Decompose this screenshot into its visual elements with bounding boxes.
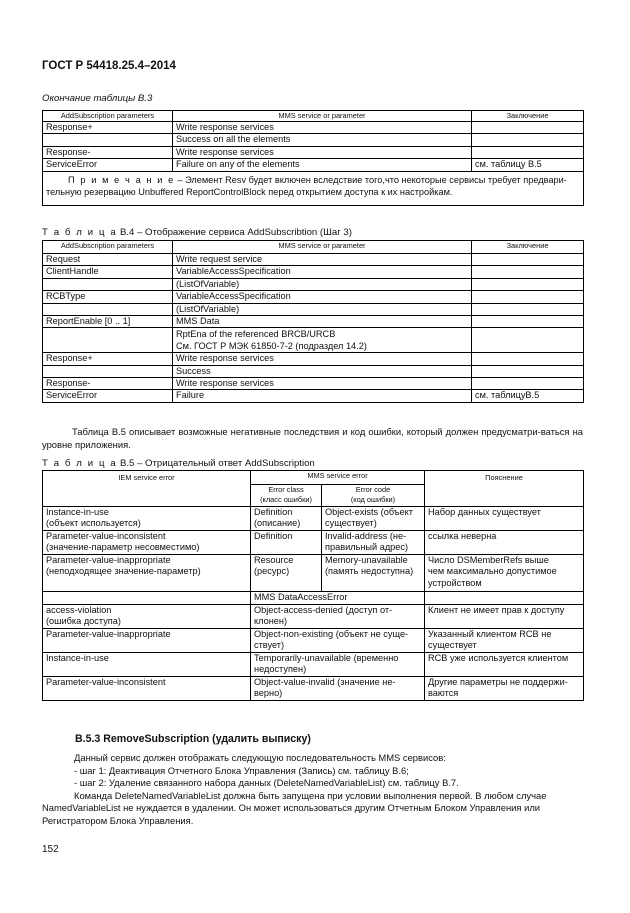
table-cell <box>425 629 584 653</box>
cell-line: (ресурс) <box>254 566 290 577</box>
header-line: Error class <box>268 485 304 494</box>
table-cell <box>425 592 584 605</box>
header-line: (код ошибки) <box>350 495 396 504</box>
cell-line: (память недоступна) <box>325 566 414 577</box>
table-cell <box>43 677 251 701</box>
table-cell <box>425 677 584 701</box>
cell-line: Resource <box>254 555 294 565</box>
cell-line: Клиент не имеет прав к доступу <box>428 605 565 615</box>
table-cell <box>472 303 584 315</box>
table-cell: Write response services <box>173 122 472 134</box>
table-cell: Response+ <box>43 353 173 365</box>
table-row <box>43 629 584 653</box>
cell-line: Invalid-address (не- <box>325 531 407 541</box>
cell-line: Definition <box>254 507 293 517</box>
table-row <box>43 316 584 328</box>
table-cell <box>43 303 173 315</box>
table-cell <box>251 629 425 653</box>
table-cell: VariableAccessSpecification <box>173 266 472 278</box>
table-cell <box>43 328 173 353</box>
table-header-cell: MMS service or parameter <box>173 111 472 122</box>
table-header-cell: IEM service error <box>43 471 251 507</box>
table-cell <box>425 507 584 531</box>
cell-line: ссылка неверна <box>428 531 497 541</box>
table-cell <box>425 605 584 629</box>
body-line: NamedVariableList не нуждается в удалении. Он может использоваться другим Отчетным Блоком Управления или <box>42 802 541 814</box>
cell-line: Parameter-value-inappropriate <box>46 629 171 639</box>
table-cell: Response+ <box>43 122 173 134</box>
table-cell <box>472 328 584 353</box>
caption-prefix: Т а б л и ц а <box>42 458 118 469</box>
table-cell <box>472 365 584 377</box>
table-cell: Failure <box>173 390 472 402</box>
table-cell: Success <box>173 365 472 377</box>
table-cell: Request <box>43 254 173 266</box>
table-cell <box>472 146 584 158</box>
table-row <box>43 254 584 266</box>
table-cell: Success on all the elements <box>173 134 472 146</box>
table-cell <box>425 653 584 677</box>
table-cell <box>43 629 251 653</box>
table-cell <box>251 653 425 677</box>
cell-line: существует <box>428 640 477 651</box>
table-cell <box>43 365 173 377</box>
table-cell <box>322 555 425 592</box>
table-cell <box>43 507 251 531</box>
note-label: П р и м е ч а н и е <box>68 174 175 185</box>
cell-line: RCB уже используется клиентом <box>428 653 569 663</box>
paragraph-table-b5-intro: Таблица B.5 описывает возможные негативные последствия и код ошибки, который должен предусматри-ваться на уровне приложения. <box>42 426 583 450</box>
cell-line: Число DSMemberRefs выше <box>428 555 549 565</box>
cell-line: недоступен) <box>254 664 307 675</box>
table-cell: MMS Data <box>173 316 472 328</box>
table-row <box>43 122 584 134</box>
table-cell: MMS DataAccessError <box>251 592 425 605</box>
table-b4 <box>42 240 584 403</box>
cell-line: Object-access-denied (доступ от- <box>254 605 393 615</box>
table-cell: ServiceError <box>43 159 173 171</box>
table-cell <box>472 316 584 328</box>
table-cell: VariableAccessSpecification <box>173 291 472 303</box>
caption-prefix: Т а б л и ц а <box>42 227 118 238</box>
cell-line: (значение-параметр несовместимо) <box>46 542 200 553</box>
cell-line: Другие параметры не поддержи- <box>428 677 568 687</box>
page-number: 152 <box>42 844 59 855</box>
table-cell: ClientHandle <box>43 266 173 278</box>
table-row <box>43 507 584 531</box>
table-header-cell <box>251 485 322 507</box>
document-header: ГОСТ Р 54418.25.4–2014 <box>42 60 176 72</box>
table-cell <box>43 278 173 290</box>
table-row <box>43 134 584 146</box>
table-row <box>43 653 584 677</box>
table-header-cell: Заключение <box>472 111 584 122</box>
table-row <box>43 303 584 315</box>
table-b5 <box>42 470 584 701</box>
cell-line: чем максимально допустимое <box>428 566 557 577</box>
table-cell: Write response services <box>173 146 472 158</box>
cell-line: Parameter-value-inappropriate <box>46 555 171 565</box>
table-header-cell: MMS service error <box>251 471 425 485</box>
cell-line: Instance-in-use <box>46 507 109 517</box>
table-cell: (ListOfVariable) <box>173 303 472 315</box>
cell-line: существует) <box>325 518 377 529</box>
table-cell: см. таблицуB.5 <box>472 390 584 402</box>
table-cell: ServiceError <box>43 390 173 402</box>
cell-line: Object-exists (объект <box>325 507 413 517</box>
table-cell: RCBType <box>43 291 173 303</box>
table-cell <box>472 378 584 390</box>
cell-line: Object-value-invalid (значение не- <box>254 677 396 687</box>
table-cell: Write response services <box>173 378 472 390</box>
cell-line: (ошибка доступа) <box>46 616 121 627</box>
cell-line: устройством <box>428 577 482 588</box>
cell-line: ствует) <box>254 640 285 651</box>
cell-line: ваются <box>428 688 459 699</box>
cell-line: Definition <box>254 531 293 541</box>
table-b4-caption <box>42 227 352 238</box>
table-cell: Failure on any of the elements <box>173 159 472 171</box>
table-cell <box>472 266 584 278</box>
table-cell <box>43 605 251 629</box>
table-cell <box>472 122 584 134</box>
table-cell <box>251 555 322 592</box>
body-line: Данный сервис должен отображать следующую последовательность MMS сервисов: <box>74 752 446 763</box>
note-text: – Элемент Resv будет включен вследствие того,что некоторые сервисы требует предвари-тельную резервацию Unbuffered ReportControlBlock перед открытием доступа к их настройкам. <box>46 174 567 197</box>
table-cell <box>425 531 584 555</box>
table-cell <box>472 278 584 290</box>
body-line: - шаг 1: Деактивация Отчетного Блока Управления (Запись) см. таблицу B.6; <box>74 764 409 776</box>
table-cell <box>173 328 472 353</box>
table-cell: ReportEnable [0 .. 1] <box>43 316 173 328</box>
table-cell <box>425 555 584 592</box>
body-line: Регистратором Блока Управления. <box>42 814 194 826</box>
cell-line: (описание) <box>254 518 301 529</box>
table-header-cell: Заключение <box>472 241 584 254</box>
caption-text: B.4 – Отображение сервиса AddSubscribtion (Шаг 3) <box>117 227 352 238</box>
cell-line: См. ГОСТ Р МЭК 61850-7-2 (подраздел 14.2) <box>176 340 367 351</box>
cell-line: Object-non-existing (объект не суще- <box>254 629 409 639</box>
cell-line: RptEna of the referenced BRCB/URCB <box>176 329 336 340</box>
table-cell <box>43 555 251 592</box>
table-cell <box>472 353 584 365</box>
table-row <box>43 378 584 390</box>
table-cell: Response- <box>43 378 173 390</box>
header-line: (класс ошибки) <box>260 495 312 504</box>
table-row <box>43 266 584 278</box>
table-note <box>43 171 584 205</box>
cell-line: Указанный клиентом RCB не <box>428 629 552 639</box>
table-cell <box>472 134 584 146</box>
table-b3 <box>42 110 584 206</box>
cell-line: правильный адрес) <box>325 542 409 553</box>
table-row <box>43 159 584 171</box>
table-cell <box>251 605 425 629</box>
table-header-cell: AddSubscription parameters <box>43 111 173 122</box>
cell-line: клонен) <box>254 616 288 627</box>
table-row <box>43 146 584 158</box>
table-row <box>43 353 584 365</box>
table-row <box>43 278 584 290</box>
table-row <box>43 328 584 353</box>
table-cell <box>322 531 425 555</box>
cell-line: access-violation <box>46 605 112 615</box>
cell-line: Parameter-value-inconsistent <box>46 531 166 541</box>
table-b3-caption: Окончание таблицы B.3 <box>42 93 153 104</box>
table-cell: Response- <box>43 146 173 158</box>
cell-line: Temporarily-unavailable (временно <box>254 653 399 663</box>
body-line: Команда DeleteNamedVariableList должна быть запущена при условии выполнения первой. В любом случае <box>74 789 547 801</box>
section-body <box>42 752 587 828</box>
table-row <box>43 291 584 303</box>
table-cell <box>472 291 584 303</box>
table-cell <box>472 254 584 266</box>
body-line: - шаг 2: Удаление связанного набора данных (DeleteNamedVariableList) см. таблицу B.7. <box>74 777 459 789</box>
table-cell <box>43 592 251 605</box>
table-cell: Write response services <box>173 353 472 365</box>
table-cell <box>43 134 173 146</box>
table-header-cell <box>322 485 425 507</box>
table-b5-caption <box>42 458 315 469</box>
section-heading: B.5.3 RemoveSubscription (удалить выписку) <box>75 733 311 745</box>
table-row <box>43 605 584 629</box>
table-row <box>43 677 584 701</box>
table-header-cell: Пояснение <box>425 471 584 507</box>
table-cell <box>43 531 251 555</box>
table-cell <box>251 507 322 531</box>
table-header-cell: MMS service or parameter <box>173 241 472 254</box>
cell-line: (объект используется) <box>46 518 141 529</box>
table-row <box>43 531 584 555</box>
table-cell <box>322 507 425 531</box>
table-row <box>43 555 584 592</box>
table-cell <box>43 653 251 677</box>
caption-text: B.5 – Отрицательный ответ AddSubscription <box>117 458 315 469</box>
table-row <box>43 390 584 402</box>
cell-line: Instance-in-use <box>46 653 109 663</box>
table-cell: Write request service <box>173 254 472 266</box>
cell-line: Memory-unavailable <box>325 555 408 565</box>
cell-line: верно) <box>254 688 283 699</box>
table-cell: см. таблицу B.5 <box>472 159 584 171</box>
cell-line: Parameter-value-inconsistent <box>46 677 166 687</box>
cell-line: Набор данных существует <box>428 507 541 517</box>
table-cell <box>251 531 322 555</box>
header-line: Error code <box>355 485 391 494</box>
table-header-cell: AddSubscription parameters <box>43 241 173 254</box>
table-cell <box>251 677 425 701</box>
table-cell: (ListOfVariable) <box>173 278 472 290</box>
table-row <box>43 365 584 377</box>
cell-line: (неподходящее значение-параметр) <box>46 566 201 577</box>
